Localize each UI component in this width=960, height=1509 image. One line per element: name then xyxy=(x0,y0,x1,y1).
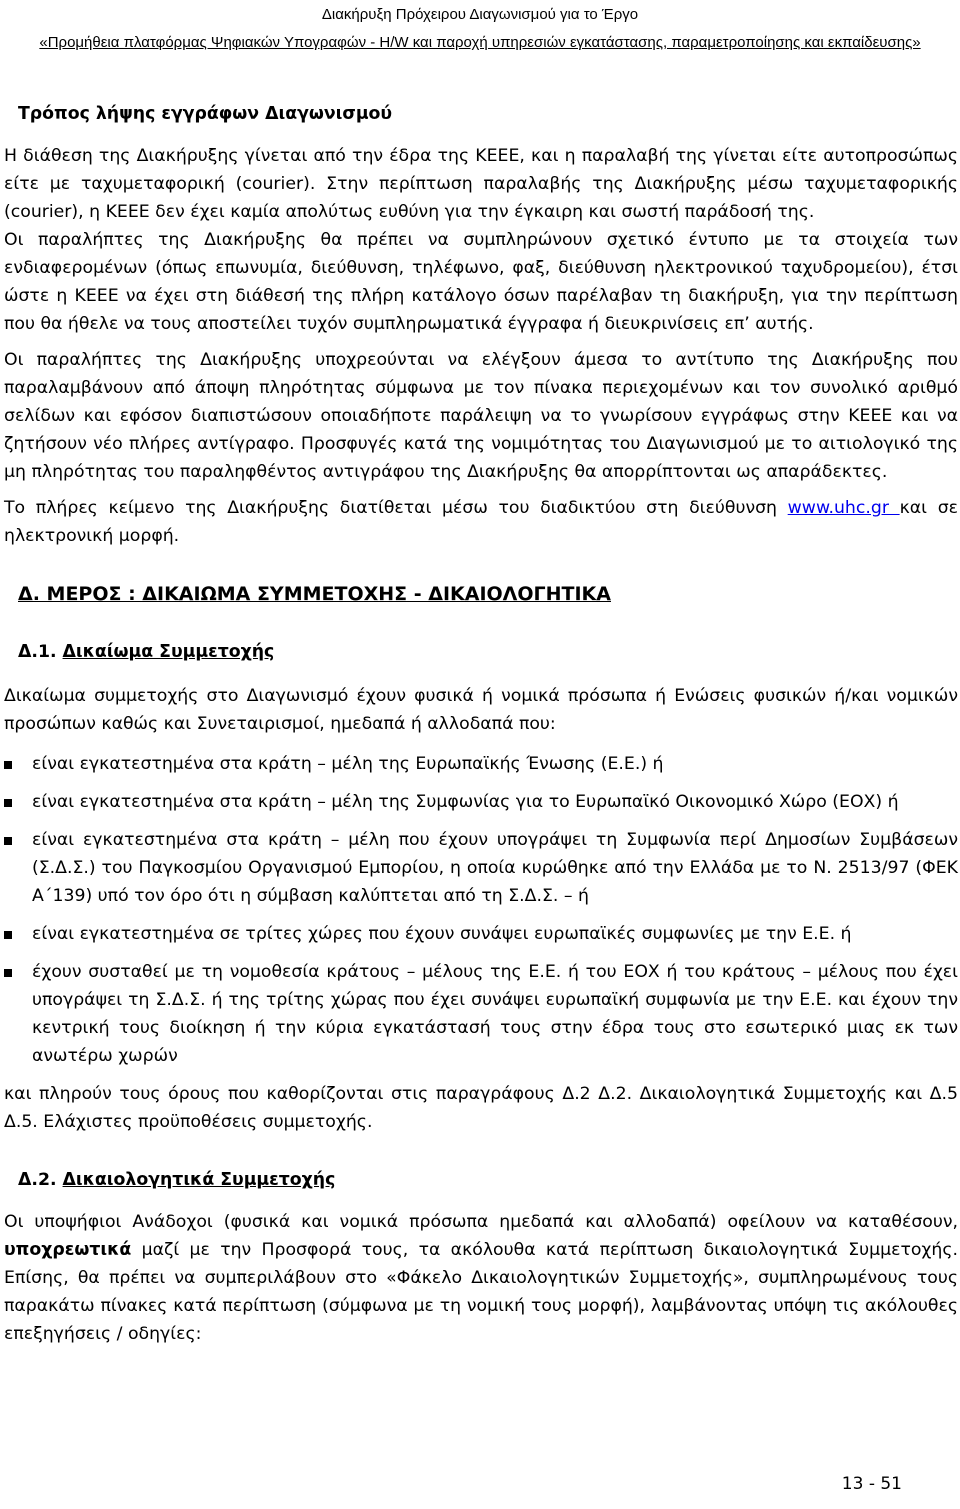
uhc-link[interactable]: www.uhc.gr xyxy=(787,498,900,518)
list-item-text: είναι εγκατεστημένα στα κράτη – μέλη που έχουν υπογράψει τη Συμφωνία περί Δημοσίων Συμβάσεων (Σ.Δ.Σ.) του Παγκοσμίου Οργανισμού Εμπορίου, η οποία κυρώθηκε από την Ελλάδα με το Ν. 2513/97 (ΦΕΚ Α΄139) υπό τον όρο ότι η σύμβαση καλύπτεται από τη Σ.Δ.Σ. – ή xyxy=(32,830,958,906)
square-bullet-icon xyxy=(4,969,12,977)
documents-text-a: Οι υποψήφιοι Ανάδοχοι (φυσικά και νομικά πρόσωπα ημεδαπά και αλλοδαπά) οφείλουν να καταθέσουν, xyxy=(4,1212,958,1232)
document-body xyxy=(4,100,958,1348)
square-bullet-icon xyxy=(4,931,12,939)
list-item-text: έχουν συσταθεί με τη νομοθεσία κράτους – μέλους της Ε.Ε. ή του ΕΟΧ ή του κράτους – μέλους που έχει υπογράψει τη Σ.Δ.Σ. ή της τρίτης χώρας που έχει συνάψει ευρωπαϊκή συμφωνία με την Ε.Ε. και έχουν την κεντρική τους διοίκηση ή την κύρια εγκατάστασή τους στην έδρα τους στο εσωτερικό μιας εκ των ανωτέρω χωρών xyxy=(32,962,958,1066)
list-item xyxy=(4,958,958,1070)
list-item xyxy=(4,826,958,910)
online-text-after: και σε ηλεκτρονική μορφή. xyxy=(4,498,958,546)
part-title: Δ. ΜΕΡΟΣ : ΔΙΚΑΙΩΜΑ ΣΥΜΜΕΤΟΧΗΣ - ΔΙΚΑΙΟΛΟΓΗΤΙΚΑ xyxy=(18,583,611,605)
subsection-number-d2: Δ.2. xyxy=(18,1170,63,1190)
page-number: 13 - 51 xyxy=(841,1474,902,1494)
paragraph-distribution: Η διάθεση της Διακήρυξης γίνεται από την έδρα της ΚΕΕΕ, και η παραλαβή της γίνεται είτε αυτοπροσώπως είτε με ταχυμεταφορική (courier). Στην περίπτωση παραλαβής της Διακήρυξης μέσω ταχυμεταφορικής (courier), η ΚΕΕΕ δεν έχει καμία απολύτως ευθύνη για την έγκαιρη και σωστή παράδοσή της. xyxy=(4,146,958,222)
eligibility-list xyxy=(4,750,958,1070)
list-item xyxy=(4,788,958,816)
subsection-label-d1: Δικαίωμα Συμμετοχής xyxy=(62,642,275,662)
subsection-title-d2 xyxy=(18,1166,958,1194)
square-bullet-icon xyxy=(4,761,12,769)
subsection-number-d1: Δ.1. xyxy=(18,642,63,662)
documents-text-bold: υποχρεωτικά xyxy=(4,1240,132,1260)
list-item-text: είναι εγκατεστημένα στα κράτη – μέλη της Ευρωπαϊκής Ένωσης (Ε.Ε.) ή xyxy=(32,754,664,774)
subsection-label-d2: Δικαιολογητικά Συμμετοχής xyxy=(62,1170,336,1190)
list-item xyxy=(4,920,958,948)
list-item-text: είναι εγκατεστημένα σε τρίτες χώρες που έχουν συνάψει ευρωπαϊκές συμφωνίες με την Ε.Ε. ή xyxy=(32,924,852,944)
paragraph-online-text xyxy=(4,494,958,550)
participation-outro: και πληρούν τους όρους που καθορίζονται στις παραγράφους Δ.2 Δ.2. Δικαιολογητικά Συμμετοχής και Δ.5 Δ.5. Ελάχιστες προϋποθέσεις συμμετοχής. xyxy=(4,1084,958,1132)
running-header-project: «Προμήθεια πλατφόρμας Ψηφιακών Υπογραφών - H/W και παροχή υπηρεσιών εγκατάστασης, παραμετροποίησης και εκπαίδευσης» xyxy=(39,34,921,51)
square-bullet-icon xyxy=(4,837,12,845)
documents-text-b: μαζί με την Προσφορά τους, τα ακόλουθα κατά περίπτωση δικαιολογητικά Συμμετοχής. Επίσης, θα πρέπει να συμπεριλάβουν στο «Φάκελο Δικαιολογητικών Συμμετοχής», συμπληρωμένους τους παρακάτω πίνακες κατά περίπτωση (σύμφωνα με τη νομική τους μορφή), λαμβάνοντας υπόψη τις ακόλουθες επεξηγήσεις / οδηγίες: xyxy=(4,1240,958,1344)
list-item xyxy=(4,750,958,778)
square-bullet-icon xyxy=(4,799,12,807)
online-text-before: Το πλήρες κείμενο της Διακήρυξης διατίθεται μέσω του διαδικτύου στη διεύθυνση xyxy=(4,498,788,518)
participation-intro: Δικαίωμα συμμετοχής στο Διαγωνισμό έχουν φυσικά ή νομικά πρόσωπα ή Ενώσεις φυσικών ή/και νομικών προσώπων καθώς και Συνεταιρισμοί, ημεδαπά ή αλλοδαπά που: xyxy=(4,686,958,734)
section-heading: Τρόπος λήψης εγγράφων Διαγωνισμού xyxy=(18,104,393,124)
documents-paragraph xyxy=(4,1208,958,1348)
list-item-text: είναι εγκατεστημένα στα κράτη – μέλη της Συμφωνίας για το Ευρωπαϊκό Οικονομικό Χώρο (ΕΟΧ) ή xyxy=(32,792,899,812)
paragraph-recipients: Οι παραλήπτες της Διακήρυξης θα πρέπει να συμπληρώνουν σχετικό έντυπο με τα στοιχεία των ενδιαφερομένων (όπως επωνυμία, διεύθυνση, τηλέφωνο, φαξ, διεύθυνση ηλεκτρονικού ταχυδρομείου), έτσι ώστε η ΚΕΕΕ να έχει στη διάθεσή της πλήρη κατάλογο όσων παρέλαβαν τη διακήρυξη, για την περίπτωση που θα ήθελε να τους αποστείλει τυχόν συμπληρωματικά έγγραφα ή διευκρινίσεις επ’ αυτής. xyxy=(4,230,958,334)
paragraph-verification: Οι παραλήπτες της Διακήρυξης υποχρεούνται να ελέγξουν άμεσα το αντίτυπο της Διακήρυξης που παραλαμβάνουν από άποψη πληρότητας σύμφωνα με τον πίνακα περιεχομένων και τον συνολικό αριθμό σελίδων και εφόσον διαπιστώσουν οποιαδήποτε παράλειψη να το γνωρίσουν εγγράφως στην ΚΕΕΕ και να ζητήσουν νέο πλήρες αντίγραφο. Προσφυγές κατά της νομιμότητας του Διαγωνισμού με το αιτιολογικό της μη πληρότητας του παραληφθέντος αντιγράφου της Διακήρυξης θα απορρίπτονται ως απαράδεκτες. xyxy=(4,350,958,482)
subsection-title-d1 xyxy=(18,638,958,666)
running-header-title: Διακήρυξη Πρόχειρου Διαγωνισμού για το Έργο xyxy=(321,6,639,23)
